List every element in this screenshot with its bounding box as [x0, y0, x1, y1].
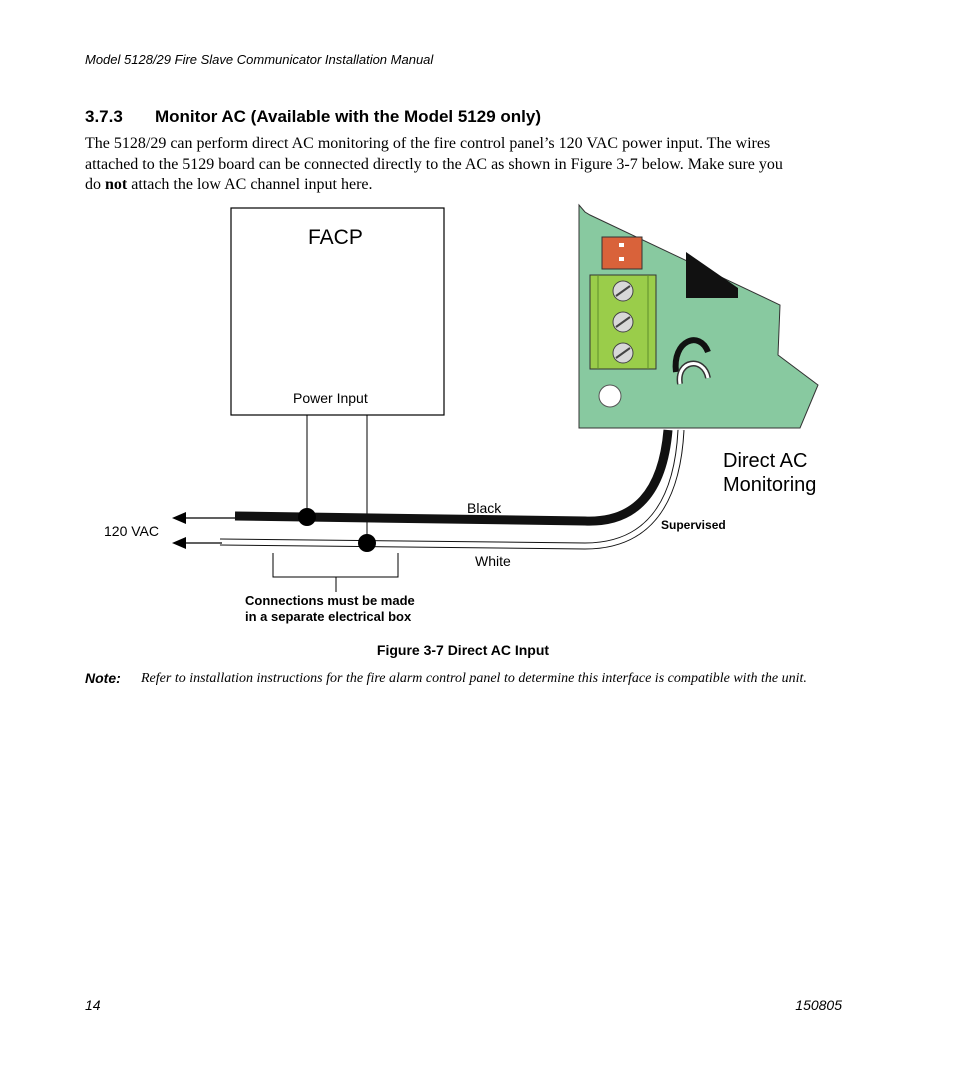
- black-wire-label: Black: [467, 500, 502, 516]
- body-line-2: attached to the 5129 board can be connected directly to the AC as shown in Figure 3-7 below. Make sure you: [85, 155, 783, 173]
- note-text: Refer to installation instructions for the fire alarm control panel to determine this interface is compatible with the unit.: [141, 671, 807, 686]
- white-wire-core: [220, 430, 681, 546]
- jumper-pin-2: [619, 257, 624, 261]
- connection-dot-white: [358, 534, 376, 552]
- arrow-black-head: [172, 512, 186, 524]
- connection-bracket: [273, 553, 398, 577]
- white-wire: [220, 430, 681, 546]
- vac-label: 120 VAC: [104, 523, 159, 539]
- direct-ac-label-1: Direct AC: [723, 450, 808, 472]
- section-number: 3.7.3: [85, 107, 123, 126]
- body-line-1: The 5128/29 can perform direct AC monitoring of the fire control panel’s 120 VAC power input. The wires: [85, 135, 771, 152]
- figure-caption: Figure 3-7 Direct AC Input: [376, 642, 550, 658]
- supervised-label: Supervised: [661, 518, 726, 532]
- connections-note-1: Connections must be made: [245, 593, 415, 608]
- connection-dot-black: [298, 508, 316, 526]
- body-line-3-pre: do: [85, 176, 105, 193]
- connections-note-2: in a separate electrical box: [245, 609, 412, 624]
- arrow-white-head: [172, 537, 186, 549]
- running-header: Model 5128/29 Fire Slave Communicator Installation Manual: [85, 52, 434, 67]
- document-number: 150805: [795, 997, 842, 1013]
- direct-ac-label-2: Monitoring: [723, 474, 817, 496]
- facp-label: FACP: [308, 226, 363, 249]
- body-line-3-post: attach the low AC channel input here.: [127, 176, 373, 193]
- power-input-label: Power Input: [293, 390, 368, 406]
- body-emphasis-not: not: [105, 176, 128, 193]
- section-title: Monitor AC (Available with the Model 5129 only): [155, 107, 542, 126]
- black-wire: [235, 430, 668, 521]
- jumper-pin-1: [619, 243, 624, 247]
- mounting-hole: [599, 385, 621, 407]
- board-chip: [686, 252, 738, 298]
- note-label: Note:: [85, 670, 121, 686]
- white-wire-label: White: [475, 553, 511, 569]
- jumper-block: [602, 237, 642, 269]
- page-number: 14: [85, 997, 101, 1013]
